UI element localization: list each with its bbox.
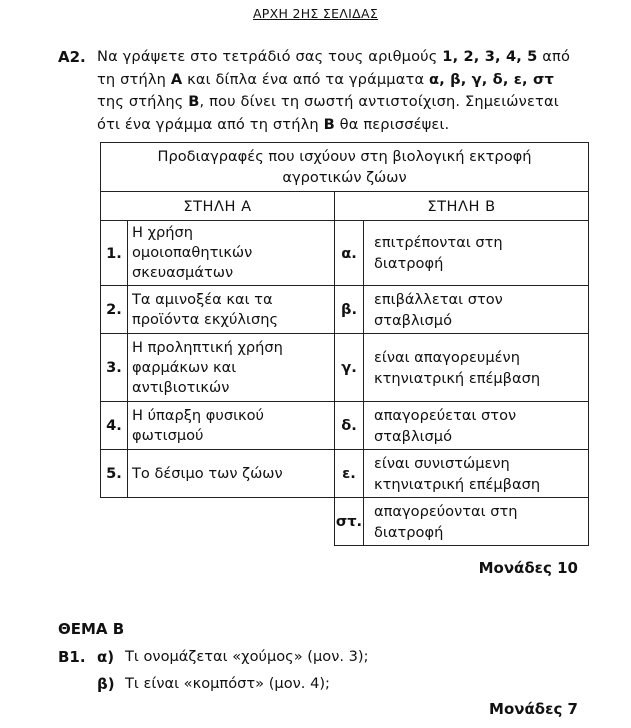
row-number: 2. xyxy=(101,286,128,334)
column-b-cell: απαγορεύονται στη διατροφή xyxy=(364,498,589,546)
column-b-cell: απαγορεύεται στον σταβλισμό xyxy=(364,402,589,450)
table-row xyxy=(101,334,589,402)
column-a-cell: Το δέσιμο των ζώων xyxy=(128,450,335,498)
question-b1-sub-a-label: α) xyxy=(97,648,115,666)
theme-b-heading: ΘΕΜΑ Β xyxy=(58,620,125,638)
question-b1-number: Β1. xyxy=(58,648,86,666)
row-number: 5. xyxy=(101,450,128,498)
question-a2-line4: ότι ένα γράμμα από τη στήλη Β θα περισσέψει. xyxy=(97,115,450,133)
row-number: 4. xyxy=(101,402,128,450)
row-letter: α. xyxy=(335,221,364,286)
table-row xyxy=(101,450,589,498)
column-b-cell: είναι απαγορευμένη κτηνιατρική επέμβαση xyxy=(364,334,589,402)
units-a2: Μονάδες 10 xyxy=(478,559,578,577)
question-b1-sub-b-label: β) xyxy=(97,675,115,693)
units-b1: Μονάδες 7 xyxy=(489,700,578,718)
column-a-cell: Η χρήση ομοιοπαθητικών σκευασμάτων xyxy=(128,221,335,286)
row-letter: β. xyxy=(335,286,364,334)
row-number: 3. xyxy=(101,334,128,402)
question-a2-line1: Να γράψετε στο τετράδιό σας τους αριθμούς 1, 2, 3, 4, 5 από xyxy=(97,48,571,65)
row-letter: γ. xyxy=(335,334,364,402)
column-a-header: ΣΤΗΛΗ Α xyxy=(101,192,335,221)
row-letter: δ. xyxy=(335,402,364,450)
row-number: 1. xyxy=(101,221,128,286)
column-b-cell: είναι συνιστώμενη κτηνιατρική επέμβαση xyxy=(364,450,589,498)
column-a-cell: Η ύπαρξη φυσικού φωτισμού xyxy=(128,402,335,450)
column-b-cell: επιβάλλεται στον σταβλισμό xyxy=(364,286,589,334)
column-a-cell: Τα αμινοξέα και τα προϊόντα εκχύλισης xyxy=(128,286,335,334)
row-letter: στ. xyxy=(335,498,364,546)
column-a-cell: Η προληπτική χρήση φαρμάκων και αντιβιοτικών xyxy=(128,334,335,402)
question-b1-sub-a-text: Τι ονομάζεται «χούμος» (μον. 3); xyxy=(125,648,369,665)
question-a2-text xyxy=(97,46,597,136)
table-row xyxy=(101,286,589,334)
question-a2-line3: της στήλης Β, που δίνει τη σωστή αντιστοίχιση. Σημειώνεται xyxy=(97,93,559,110)
row-letter: ε. xyxy=(335,450,364,498)
table-row xyxy=(101,221,589,286)
question-a2-number: Α2. xyxy=(58,48,86,66)
matching-table xyxy=(100,142,589,546)
question-a2-line2: τη στήλη Α και δίπλα ένα από τα γράμματα α, β, γ, δ, ε, στ xyxy=(97,70,554,88)
table-title: Προδιαγραφές που ισχύουν στη βιολογική εκτροφή αγροτικών ζώων xyxy=(101,143,589,192)
table-row xyxy=(101,402,589,450)
question-b1-sub-b-text: Τι είναι «κομπόστ» (μον. 4); xyxy=(125,675,330,692)
column-b-header: ΣΤΗΛΗ Β xyxy=(335,192,589,221)
page-header: ΑΡΧΗ 2ΗΣ ΣΕΛΙΔΑΣ xyxy=(252,6,379,21)
column-b-cell: επιτρέπονται στη διατροφή xyxy=(364,221,589,286)
table-row xyxy=(101,498,589,546)
